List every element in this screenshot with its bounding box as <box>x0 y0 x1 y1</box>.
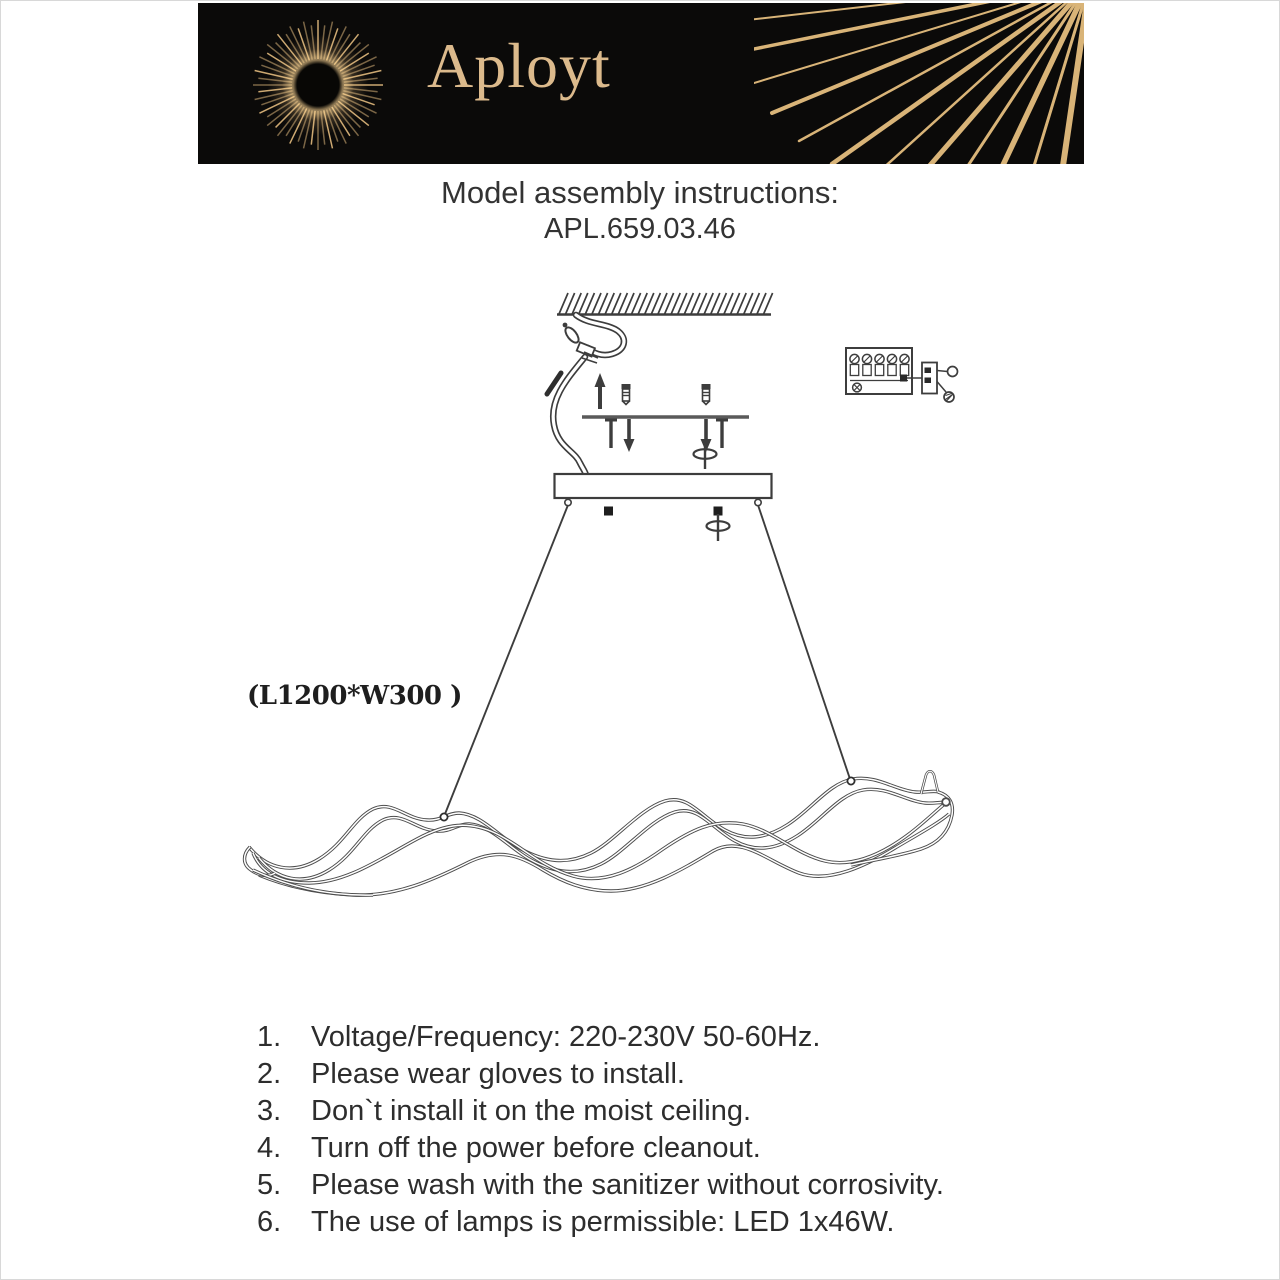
cable-attach-ring-left <box>440 813 447 820</box>
instruction-number: 6. <box>257 1206 282 1238</box>
power-cable <box>547 315 624 475</box>
instruction-text: Please wash with the sanitizer without corrosivity. <box>311 1169 944 1201</box>
brand-name: Aployt <box>427 30 611 101</box>
title-block <box>1 175 1279 246</box>
screw-rotation-icon <box>707 514 730 541</box>
instruction-text: Don`t install it on the moist ceiling. <box>311 1095 752 1127</box>
instruction-item <box>257 1093 944 1130</box>
ceiling-hatching <box>557 293 773 315</box>
instruction-text: Voltage/Frequency: 220-230V 50-60Hz. <box>311 1021 821 1053</box>
instruction-text: Turn off the power before cleanout. <box>311 1132 761 1164</box>
terminal-block-detail <box>846 348 958 402</box>
arrow-down-icon <box>624 419 635 452</box>
instruction-number: 2. <box>257 1058 282 1090</box>
instruction-number: 1. <box>257 1021 282 1053</box>
instruction-item <box>257 1204 944 1241</box>
instruction-item <box>257 1167 944 1204</box>
suspension-cable-left <box>445 505 568 814</box>
mounting-hardware <box>582 373 749 469</box>
page-title: Model assembly instructions: <box>441 175 839 210</box>
screw-rotation-icon <box>694 442 717 469</box>
instruction-item <box>257 1056 944 1093</box>
instruction-text: Please wear gloves to install. <box>311 1058 685 1090</box>
cable-hook <box>565 499 571 505</box>
assembly-diagram <box>241 279 985 963</box>
instruction-item <box>257 1019 944 1056</box>
instruction-number: 5. <box>257 1169 282 1201</box>
arrow-up-icon <box>595 373 606 409</box>
instruction-number: 4. <box>257 1132 282 1164</box>
sunburst-center <box>293 60 343 110</box>
dimension-label: (L1200*W300 ) <box>247 681 462 711</box>
end-cap-ring <box>942 798 950 806</box>
instruction-number: 3. <box>257 1095 282 1127</box>
sunburst-rays <box>250 17 386 153</box>
wall-anchor-icon <box>702 384 711 405</box>
ray-lines <box>754 3 1084 164</box>
ray-fan-icon <box>754 3 1084 164</box>
ceiling-canopy <box>555 474 772 541</box>
instruction-text: The use of lamps is permissible: LED 1x46W. <box>311 1206 895 1238</box>
instructions-list <box>257 1019 944 1241</box>
lamp-body <box>245 771 953 895</box>
screw-dot <box>604 507 613 516</box>
brand-banner <box>198 3 1084 164</box>
cable-attach-ring-right <box>847 777 854 784</box>
sunburst-logo-icon <box>250 17 386 153</box>
suspension-cable-right <box>758 505 850 779</box>
screw-icon <box>716 420 728 448</box>
model-number: APL.659.03.46 <box>544 213 736 245</box>
cable-hook <box>755 499 761 505</box>
wire-connector <box>563 323 598 363</box>
wall-anchor-icon <box>622 384 631 405</box>
screw-icon <box>605 420 617 448</box>
instruction-item <box>257 1130 944 1167</box>
